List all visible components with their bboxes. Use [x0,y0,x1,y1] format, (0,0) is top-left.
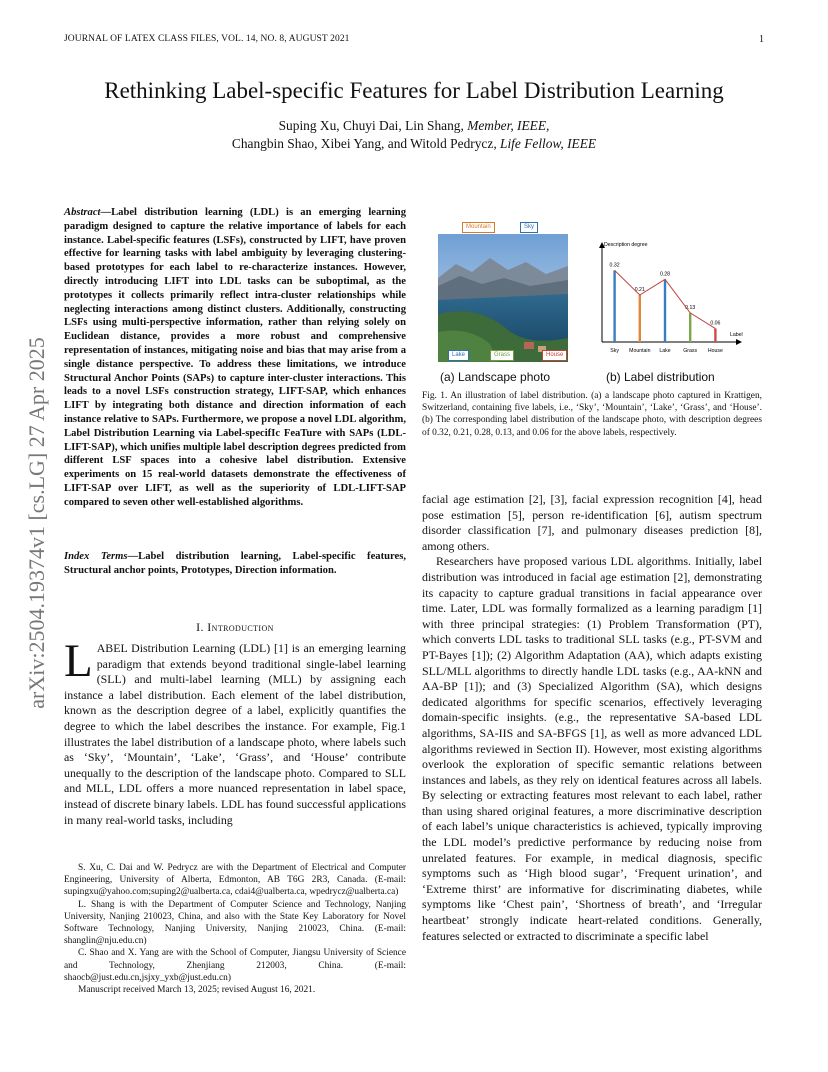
tick-label: Grass [683,348,698,354]
subcaption-b: (b) Label distribution [606,370,715,384]
running-header: JOURNAL OF LATEX CLASS FILES, VOL. 14, NO. 8, AUGUST 2021 [64,34,350,44]
tick-label: Sky [610,348,619,354]
tag-house: House [542,350,567,361]
drop-cap: L [64,635,93,687]
page-number: 1 [759,34,764,45]
figure-caption: Fig. 1. An illustration of label distribution. (a) a landscape photo captured in Krattigen, Switzerland, containing five labels, i.e., ‘Sky’, ‘Mountain’, ‘Lake’, ‘Grass’, and ‘House’. (b) The corresponding label distribution of the landscape photo, with description degrees of 0.32, 0.21, 0.28, 0.13, and 0.06 for the above labels, respectively. [422,391,762,438]
index-terms-text: —Label distribution learning, Label-specific features, Structural anchor points, Prototypes, Direction information. [64,551,406,576]
bar-grass [689,313,691,342]
bar-house [714,329,716,342]
bar-mountain [639,295,641,342]
index-terms-lead: Index Terms [64,551,128,562]
paper-title: Rethinking Label-specific Features for Label Distribution Learning [104,78,724,103]
footnote: Manuscript received March 13, 2025; revised August 16, 2021. [78,985,316,996]
label-distribution-chart [590,238,752,370]
authors-affil-1: Member, IEEE, [467,118,550,133]
footnote: C. Shao and X. Yang are with the School of Computer, Jiangsu University of Science and Technology, Zhenjiang 212003, China. (E-mail: shaocb@just.edu.cn,jsjxy_yxb@just.edu.cn) [64,948,406,983]
tag-mountain: Mountain [462,222,495,233]
intro-text: ABEL Distribution Learning (LDL) [1] is an emerging learning paradigm that extends beyond traditional single-label learning (SLL) and multi-label learning (MLL) by assigning each instance a label distribution. Each element of the label distribution, known as the description degree of a label, explicitly quantifies the degree to which the label describes the instance. For example, Fig.1 illustrates the label distribution of a landscape photo, where labels such as ‘Sky’, ‘Mountain’, ‘Lake’, ‘Grass’, and ‘House’ contribute unequally to the description of the landscape photo. Compared to SLL and MLL, LDL offers a more nuanced representation in label space, instead of discrete binary labels. LDL has found successful applications in many real-world tasks, including [64,641,406,827]
data-label: 0.06 [710,320,721,327]
x-axis-label: Label [730,332,743,338]
body-paragraph: facial age estimation [2], [3], facial expression recognition [4], head pose estimation [5], person re-identification [6], autism spectrum disorder classification [7], and pulmonary diseases prediction [8], among others. [422,492,762,553]
tick-label: House [707,348,723,354]
authors-affil-2: Life Fellow, IEEE [500,136,597,151]
data-label: 0.13 [685,304,696,311]
authors-line-2: Changbin Shao, Xibei Yang, and Witold Pedrycz, [231,136,501,151]
abstract-text: —Label distribution learning (LDL) is an emerging learning paradigm designed to capture the relative importance of labels for each instance. Label-specific features (LSFs), constructed by LIFT, have proven effective for learning tasks with label ambiguity by leveraging clustering-based prototypes for each label to re-characterize instances. However, directly introducing LIFT into LDL tasks can be suboptimal, as the prototypes it collects primarily reflect intra-cluster relationships while neglecting interactions among distinct clusters. Additionally, constructing LSFs using multi-perspective information, rather than relying solely on Euclidean distance, provides a more robust and comprehensive representation of instances, mitigating noise and bias that may arise from a single distance perspective. To address these limitations, we introduce Structural Anchor Points (SAPs) to capture inter-cluster interactions. This leads to a novel LSFs construction strategy, LIFT-SAP, which enhances LIFT by integrating both distance and direction information of each instance relative to SAPs. Furthermore, we propose a novel LDL algorithm, Label Distribution Learning via Label-specifIc FeaTure with SAPs (LDL-LIFT-SAP), which unifies multiple label description degrees predicted from different LSF spaces into a cohesive label distribution. Extensive experiments on 15 real-world datasets demonstrate the effectiveness of LIFT-SAP over LIFT, as well as the superiority of LDL-LIFT-SAP compared to seven other well-established algorithms. [64,207,406,508]
figure-1 [422,216,762,388]
bar-lake [664,279,666,342]
footnote: L. Shang is with the Department of Computer Science and Technology, Nanjing University, Nanjing 210023, China, and also with the State Key Laboratory for Novel Software Technology, Nanjing University, Nanjing 210023, China. (E-mail: shanglin@nju.edu.cn) [64,899,406,947]
tag-sky: Sky [520,222,538,233]
y-axis-label: Description degree [604,242,648,248]
intro-paragraph [64,635,406,828]
abstract [64,206,406,510]
footnotes [64,862,406,996]
data-label: 0.21 [634,287,645,293]
index-terms [64,550,406,578]
arxiv-id: arXiv:2504.19374v1 [cs.LG] 27 Apr 2025 [24,337,49,709]
tag-grass: Grass [490,350,514,361]
right-column-body [422,492,762,944]
abstract-lead: Abstract [64,207,101,218]
body-paragraph: Researchers have proposed various LDL algorithms. Initially, label distribution was introduced in facial age estimation [2], demonstrating its capacity to capture gradual transitions in facial appearance over time. Later, LDL was formally formalized as a learning paradigm [1] with three principal strategies: (1) Problem Transformation (PT), which converts LDL tasks to traditional SLL tasks (e.g., PT-SVM and PT-Bayes [1]); (2) Algorithm Adaptation (AA), which adapts existing SLL/MLL algorithms to directly handle LDL tasks (e.g., AA-kNN and AA-BP [1]); and (3) Specialized Algorithm (SA), which designs dedicated algorithms for specific scenarios, effectively leveraging domain-specific insights. (e.g., the representative SA-based LDL algorithms, SA-IIS and SA-BFGS [1], as well as more advanced LDL algorithms reviewed in Section II). However, most existing algorithms overlook the exploration of specific semantic relations between instances and labels, as they rely on identical features across all labels. By selecting or extracting features most relevant to each label, rather than using shared original features, a more discriminative description of each label’s unique characteristics is achieved, typically improving the LDL model’s predictive performance by reducing noise from unrelated features. For example, in medical diagnosis, specific symptoms such as ‘High blood sugar’, ‘Frequent urination’, and ‘Extreme thirst’ are informative for discriminating diabetes, while symptoms like ‘Chest pain’, ‘Shortness of breath’, and ‘Irregular heartbeat’ strongly indicate heart-related conditions. Generally, features selected or extracted to discriminate a specific label [422,554,762,943]
author-list [0,117,828,153]
authors-line-1: Suping Xu, Chuyi Dai, Lin Shang, [278,118,468,133]
section-heading: I. Introduction [196,620,274,634]
subcaption-a: (a) Landscape photo [440,370,551,384]
tick-label: Lake [659,348,671,354]
footnote: S. Xu, C. Dai and W. Pedrycz are with the Department of Electrical and Computer Engineering, University of Alberta, Edmonton, AB T6G 2R3, Canada. (E-mail: supingxu@yahoo.com;suping2@ualberta.ca, cdai4@ualberta.ca, wpedrycz@ualberta.ca) [64,863,406,898]
tag-lake: Lake [448,350,469,361]
data-label: 0.28 [659,271,671,278]
tick-label: Mountain [629,348,651,354]
bar-sky [613,270,615,342]
x-axis-arrow [736,339,742,345]
data-label: 0.32 [609,262,620,269]
landscape-photo [438,234,568,362]
arxiv-sidebar [22,288,52,758]
